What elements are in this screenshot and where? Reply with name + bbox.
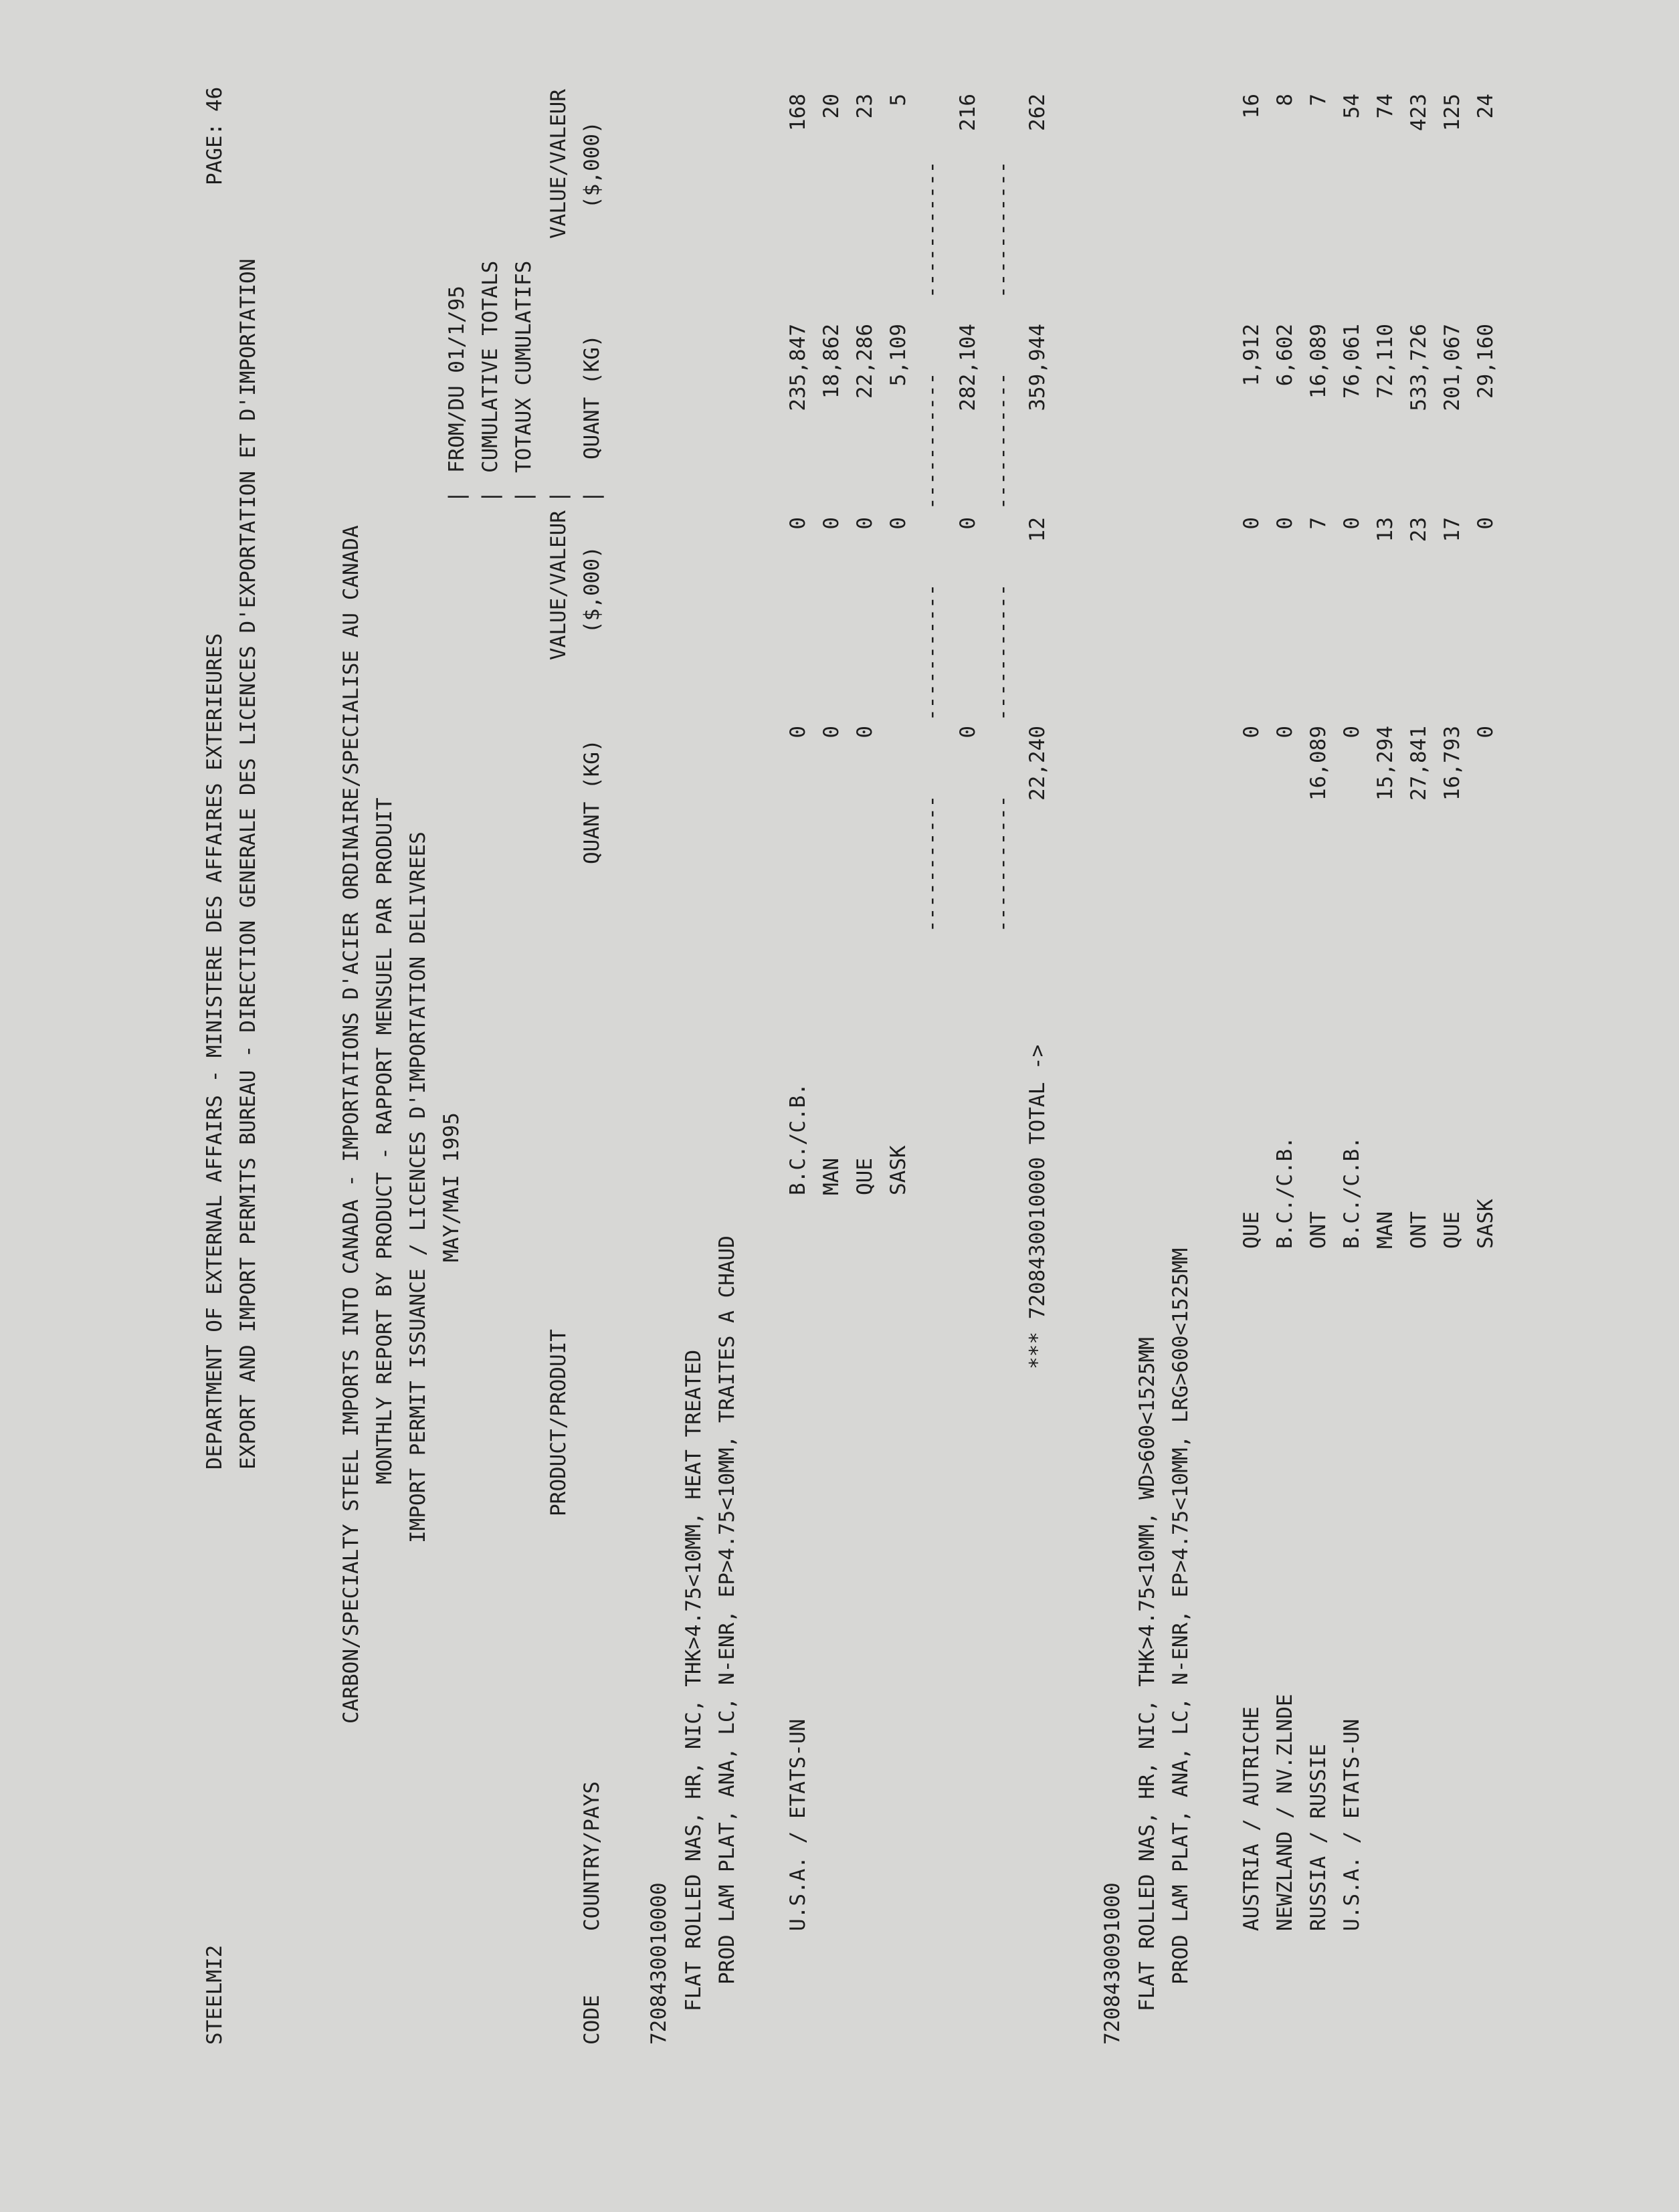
cumulative-quantity-cell: 1,912 bbox=[1240, 324, 1264, 387]
dash-rule: ----------- bbox=[991, 795, 1015, 932]
dash-rule: ----------- bbox=[991, 372, 1015, 510]
report-period: MAY/MAI 1995 bbox=[439, 1112, 464, 1262]
country-column-header: COUNTRY/PAYS bbox=[580, 1781, 604, 1931]
cumulative-quantity-cell: 29,160 bbox=[1474, 324, 1498, 399]
quantity-cell: 0 bbox=[1273, 726, 1297, 738]
value-cell: 7 bbox=[1306, 517, 1330, 530]
product-description-en: FLAT ROLLED NAS, HR, NIC, THK>4.75<10MM, HEAT TREATED bbox=[682, 1349, 706, 2011]
cumulative-value-cell: 16 bbox=[1240, 94, 1264, 119]
quantity-cell: 0 bbox=[1340, 726, 1364, 738]
cumulative-quantity-cell: 6,602 bbox=[1273, 324, 1297, 387]
cumulative-value-cell: 74 bbox=[1373, 94, 1397, 119]
cumulative-quantity-cell: 359,944 bbox=[1025, 324, 1050, 411]
dash-rule: ----------- bbox=[920, 583, 944, 721]
quantity-column-header: QUANT (KG) bbox=[580, 739, 604, 864]
page-label: PAGE: bbox=[203, 122, 227, 185]
cumulative-value-cell: 216 bbox=[956, 94, 980, 131]
cumulative-quantity-cell: 76,061 bbox=[1340, 324, 1364, 399]
product-code: 7208430091000 bbox=[1100, 1882, 1124, 2045]
value-cell: 0 bbox=[1340, 517, 1364, 530]
quantity-cell: 22,240 bbox=[1025, 726, 1050, 801]
value-cell: 0 bbox=[1474, 517, 1498, 530]
column-separator: | bbox=[478, 490, 502, 503]
value-cell: 0 bbox=[786, 517, 810, 530]
department-line: DEPARTMENT OF EXTERNAL AFFAIRS - MINISTERE DES AFFAIRES EXTERIEURES bbox=[203, 633, 227, 1470]
quantity-cell: 0 bbox=[853, 726, 877, 738]
value-cell: 0 bbox=[819, 517, 844, 530]
value-cell: 0 bbox=[886, 517, 910, 530]
value-cell: 17 bbox=[1440, 517, 1464, 542]
cumulative-value-cell: 125 bbox=[1440, 94, 1464, 131]
cumulative-quantity-cell: 235,847 bbox=[786, 324, 810, 411]
report-title: CARBON/SPECIALTY STEEL IMPORTS INTO CANADA - IMPORTATIONS D'ACIER ORDINAIRE/SPECIALISE AU CANADA bbox=[339, 525, 363, 1724]
value-cell: 12 bbox=[1025, 517, 1050, 542]
cumulative-value-cell: 423 bbox=[1407, 94, 1431, 131]
dash-rule: ----------- bbox=[991, 161, 1015, 298]
value-cell: 0 bbox=[1240, 517, 1264, 530]
cumulative-value-cell: 23 bbox=[853, 94, 877, 119]
value-cell: 23 bbox=[1407, 517, 1431, 542]
cumulative-quantity-cell: 72,110 bbox=[1373, 324, 1397, 399]
value-cell: 0 bbox=[1273, 517, 1297, 530]
province-cell: MAN bbox=[1373, 1211, 1397, 1249]
dash-rule: ----------- bbox=[920, 372, 944, 510]
province-cell: ONT bbox=[1306, 1211, 1330, 1249]
province-cell: QUE bbox=[853, 1158, 877, 1195]
province-cell: B.C./C.B. bbox=[1340, 1136, 1364, 1249]
province-cell: SASK bbox=[886, 1145, 910, 1195]
cumulative-value-cell: 7 bbox=[1306, 94, 1330, 106]
value-cell: 0 bbox=[853, 517, 877, 530]
quantity-cell: 15,294 bbox=[1373, 726, 1397, 801]
dash-rule: ----------- bbox=[920, 795, 944, 932]
province-cell: B.C./C.B. bbox=[786, 1083, 810, 1195]
product-description-fr: PROD LAM PLAT, ANA, LC, N-ENR, EP>4.75<10MM, TRAITES A CHAUD bbox=[715, 1235, 739, 1985]
page-number: 46 bbox=[203, 86, 227, 112]
cumulative-quantity-cell: 282,104 bbox=[956, 324, 980, 411]
quantity-cell: 16,793 bbox=[1440, 726, 1464, 801]
cumulative-value-cell: 54 bbox=[1340, 94, 1364, 119]
cumulative-quantity-cell: 18,862 bbox=[819, 324, 844, 399]
country-cell: RUSSIA / RUSSIE bbox=[1306, 1744, 1330, 1931]
quantity-cell: 16,089 bbox=[1306, 726, 1330, 801]
cumulative-totals-fr: TOTAUX CUMULATIFS bbox=[512, 260, 536, 473]
province-cell: ONT bbox=[1407, 1211, 1431, 1249]
value-cell: 13 bbox=[1373, 517, 1397, 542]
quantity-cell: 0 bbox=[1240, 726, 1264, 738]
quantity-cell: 0 bbox=[1474, 726, 1498, 738]
column-separator: | bbox=[445, 490, 469, 503]
cumulative-quantity-cell: 533,726 bbox=[1407, 324, 1431, 411]
province-cell: SASK bbox=[1474, 1199, 1498, 1249]
cumulative-value-cell: 168 bbox=[786, 94, 810, 131]
product-column-header: PRODUCT/PRODUIT bbox=[547, 1329, 571, 1516]
cumulative-value-column-header: VALUE/VALEUR bbox=[547, 89, 571, 239]
column-separator: | bbox=[547, 490, 571, 503]
cumulative-totals-en: CUMULATIVE TOTALS bbox=[478, 260, 502, 473]
product-description-en: FLAT ROLLED NAS, HR, NIC, THK>4.75<10MM, WD>600<1525MM bbox=[1135, 1337, 1159, 2011]
cumulative-quantity-cell: 5,109 bbox=[886, 324, 910, 387]
quantity-cell: 0 bbox=[786, 726, 810, 738]
quantity-cell: 27,841 bbox=[1407, 726, 1431, 801]
total-label: *** 7208430010000 TOTAL -> bbox=[1025, 1044, 1050, 1369]
product-code: 7208430010000 bbox=[647, 1882, 671, 2045]
cumulative-value-cell: 20 bbox=[819, 94, 844, 119]
country-cell: AUSTRIA / AUTRICHE bbox=[1240, 1706, 1264, 1931]
cumulative-from: FROM/DU 01/1/95 bbox=[445, 286, 469, 473]
value-cell: 0 bbox=[956, 517, 980, 530]
cumulative-value-cell: 8 bbox=[1273, 94, 1297, 106]
cumulative-quantity-cell: 16,089 bbox=[1306, 324, 1330, 399]
cumulative-quantity-cell: 22,286 bbox=[853, 324, 877, 399]
bureau-line: EXPORT AND IMPORT PERMITS BUREAU - DIRECTION GENERALE DES LICENCES D'EXPORTATION ET D'IMPORTATION bbox=[236, 258, 260, 1470]
product-description-fr: PROD LAM PLAT, ANA, LC, N-ENR, EP>4.75<10MM, LRG>600<1525MM bbox=[1169, 1247, 1193, 1985]
code-column-header: CODE bbox=[580, 1995, 604, 2045]
country-cell: U.S.A. / ETATS-UN bbox=[786, 1718, 810, 1931]
cumulative-quantity-cell: 201,067 bbox=[1440, 324, 1464, 411]
province-cell: MAN bbox=[819, 1158, 844, 1195]
cumulative-value-cell: 262 bbox=[1025, 94, 1050, 131]
cumulative-quantity-column-header: QUANT (KG) bbox=[580, 334, 604, 460]
value-column-unit: ($,000) bbox=[580, 546, 604, 633]
province-cell: B.C./C.B. bbox=[1273, 1136, 1297, 1249]
dash-rule: ----------- bbox=[920, 161, 944, 298]
report-permit-line: IMPORT PERMIT ISSUANCE / LICENCES D'IMPORTATION DELIVREES bbox=[406, 831, 430, 1543]
country-cell: U.S.A. / ETATS-UN bbox=[1340, 1718, 1364, 1931]
value-column-header: VALUE/VALEUR bbox=[547, 510, 571, 660]
cumulative-value-cell: 24 bbox=[1474, 94, 1498, 119]
cumulative-value-cell: 5 bbox=[886, 94, 910, 106]
quantity-cell: 0 bbox=[819, 726, 844, 738]
country-cell: NEWZLAND / NV.ZLNDE bbox=[1273, 1694, 1297, 1931]
dash-rule: ----------- bbox=[991, 583, 1015, 721]
province-cell: QUE bbox=[1240, 1211, 1264, 1249]
cumulative-value-column-unit: ($,000) bbox=[580, 121, 604, 209]
quantity-cell: 0 bbox=[956, 726, 980, 738]
column-separator: | bbox=[580, 490, 604, 503]
report-subtitle: MONTHLY REPORT BY PRODUCT - RAPPORT MENSUEL PAR PRODUIT bbox=[373, 797, 397, 1484]
province-cell: QUE bbox=[1440, 1211, 1464, 1249]
column-separator: | bbox=[512, 490, 536, 503]
report-id: STEELMI2 bbox=[203, 1944, 227, 2045]
